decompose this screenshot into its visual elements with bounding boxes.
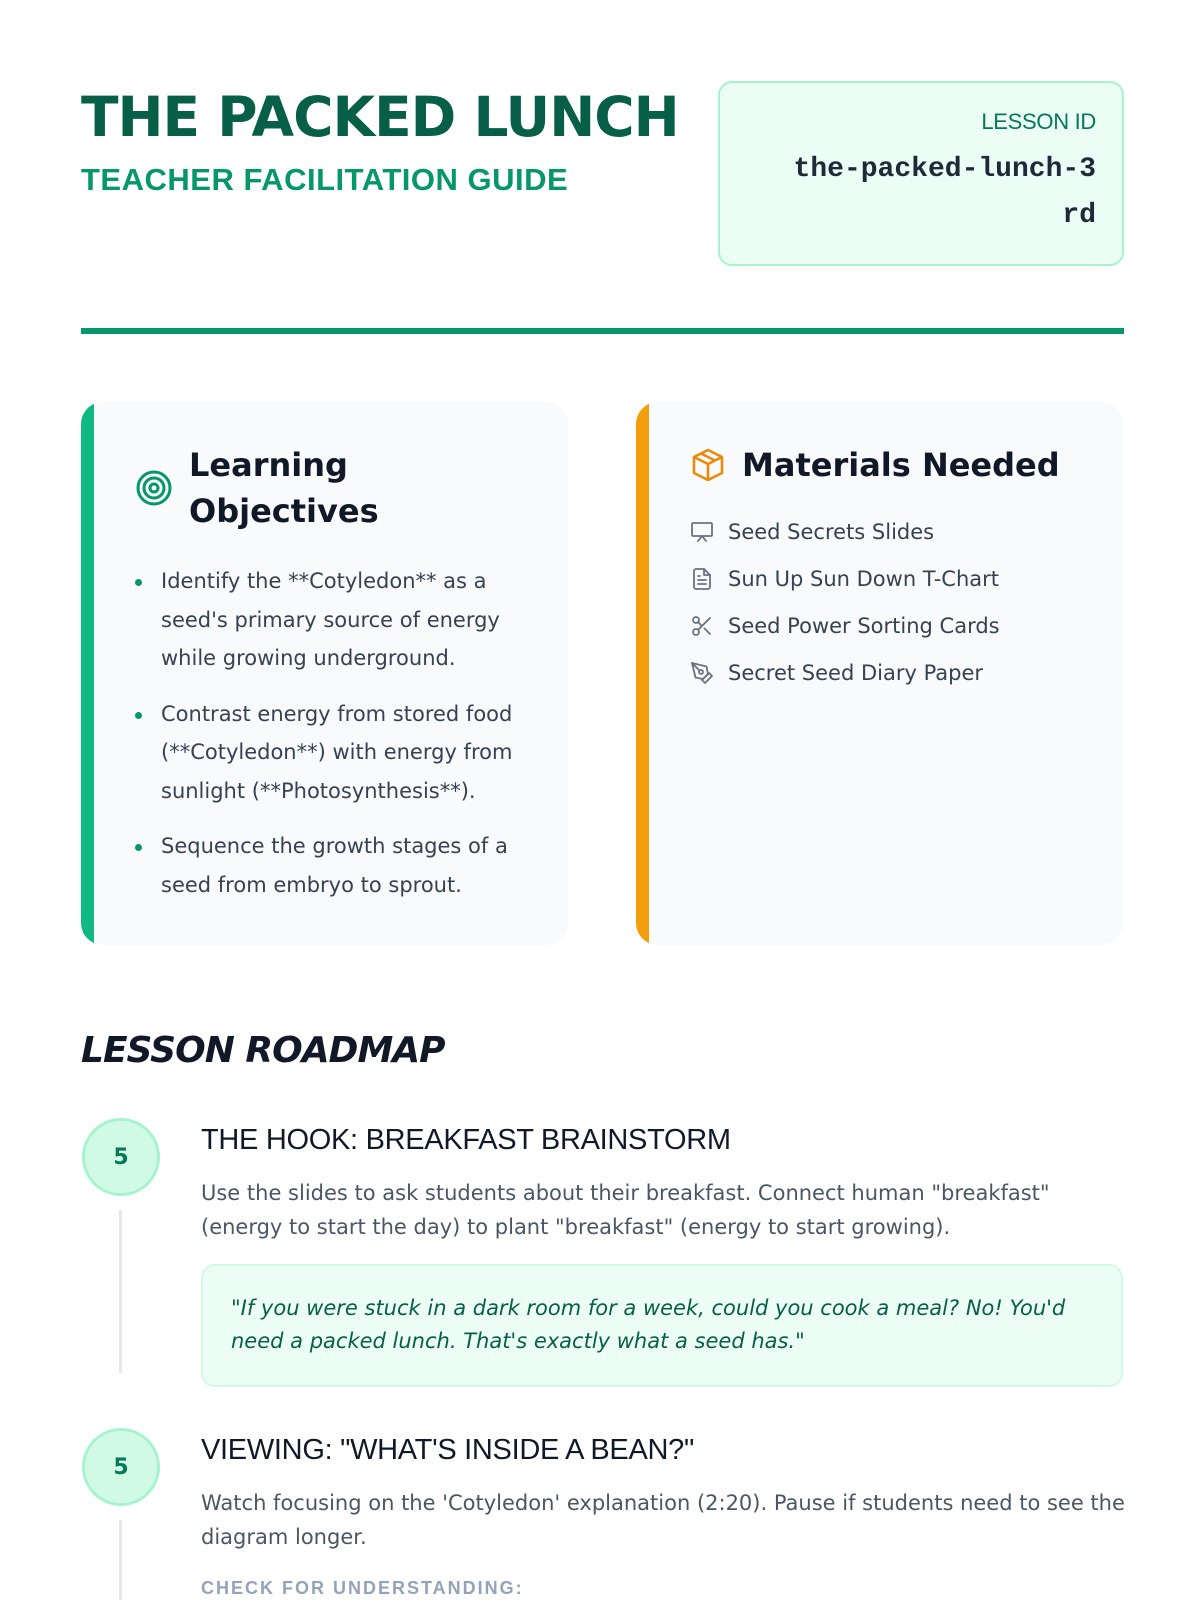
timeline-line xyxy=(119,1210,122,1373)
target-icon xyxy=(135,469,173,507)
lesson-id-box xyxy=(718,81,1124,266)
card-accent-stripe xyxy=(81,402,94,945)
objectives-header xyxy=(135,442,465,534)
step-description: Use the slides to ask students about their breakfast. Connect human "breakfast" (energy to start the day) to plant "breakfast" (energy to start growing). xyxy=(201,1181,1050,1239)
material-label: Seed Secrets Slides xyxy=(728,519,935,544)
package-icon xyxy=(690,447,726,483)
objectives-title: Learning Objectives xyxy=(189,446,379,530)
objectives-list xyxy=(135,562,535,921)
teacher-quote: "If you were stuck in a dark room for a week, could you cook a meal? No! You'd need a packed lunch. That's exactly what a seed has." xyxy=(231,1296,1066,1353)
lesson-id-value: the-packed-lunch-3rd xyxy=(793,154,1096,231)
page-header xyxy=(81,84,1121,344)
header-divider xyxy=(81,328,1124,334)
objectives-card xyxy=(81,402,568,945)
timeline-line xyxy=(119,1520,122,1600)
scissors-icon xyxy=(690,614,714,638)
list-item xyxy=(690,508,1000,555)
list-item xyxy=(690,602,1000,649)
roadmap-title: LESSON ROADMAP xyxy=(81,1030,445,1071)
list-item xyxy=(690,649,1000,696)
material-label: Sun Up Sun Down T-Chart xyxy=(728,566,999,591)
card-accent-stripe xyxy=(636,402,649,945)
material-label: Seed Power Sorting Cards xyxy=(728,613,1000,638)
check-for-understanding-label: CHECK FOR UNDERSTANDING: xyxy=(201,1578,524,1598)
step-duration-badge: 5 xyxy=(82,1428,160,1506)
lesson-id-label: LESSON ID xyxy=(981,109,1096,134)
presentation-icon xyxy=(690,520,714,544)
teacher-quote-box xyxy=(201,1264,1123,1387)
step-duration-badge: 5 xyxy=(82,1118,160,1196)
materials-card xyxy=(636,402,1123,945)
page-subtitle: TEACHER FACILITATION GUIDE xyxy=(81,162,569,197)
list-item: Identify the **Cotyledon** as a seed's primary source of energy while growing underground. xyxy=(135,562,535,678)
pen-icon xyxy=(690,661,714,685)
page-title: THE PACKED LUNCH xyxy=(81,85,679,149)
materials-header xyxy=(690,442,1060,488)
material-label: Secret Seed Diary Paper xyxy=(728,660,984,685)
list-item: Contrast energy from stored food (**Cotyledon**) with energy from sunlight (**Photosynthesis**). xyxy=(135,695,535,811)
list-item xyxy=(690,555,1000,602)
document-icon xyxy=(690,567,714,591)
step-title: THE HOOK: BREAKFAST BRAINSTORM xyxy=(201,1124,731,1156)
list-item: Sequence the growth stages of a seed from embryo to sprout. xyxy=(135,827,535,904)
step-description: Watch focusing on the 'Cotyledon' explanation (2:20). Pause if students need to see the diagram longer. xyxy=(201,1491,1125,1549)
materials-list xyxy=(690,508,1000,696)
materials-title: Materials Needed xyxy=(742,446,1060,484)
step-title: VIEWING: "WHAT'S INSIDE A BEAN?" xyxy=(201,1434,694,1466)
